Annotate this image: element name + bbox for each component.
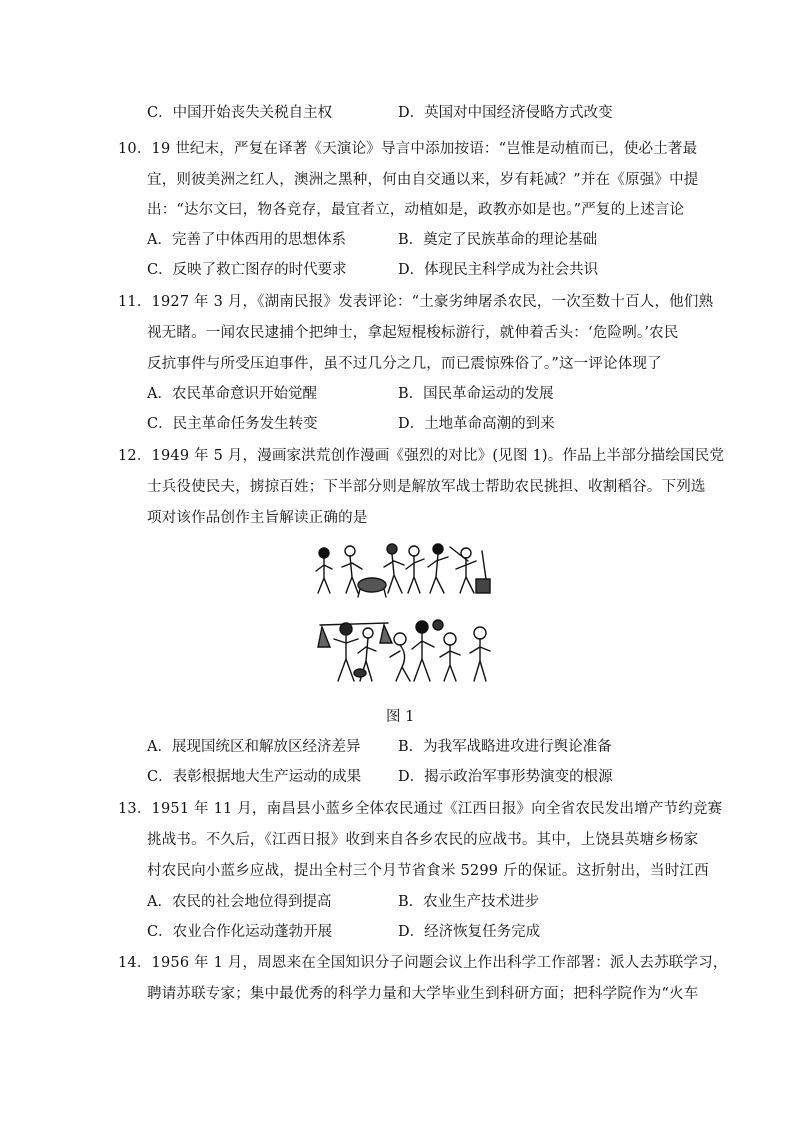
q14-stem-line: 14．1956 年 1 月，周恩来在全国知识分子问题会议上作出科学工作部署：派人去苏联学习， bbox=[118, 955, 728, 971]
q9-option-c: C．中国开始丧失关税自主权 bbox=[147, 105, 333, 121]
q10-option-b: B．奠定了民族革命的理论基础 bbox=[398, 232, 598, 248]
q9-option-d: D．英国对中国经济侵略方式改变 bbox=[398, 105, 613, 121]
q11-stem-line: 视无睹。一闻农民逮捕个把绅士，拿起短棍梭标游行，就伸着舌头：‘危险咧。’农民 bbox=[147, 325, 679, 341]
q13-option-c: C．农业合作化运动蓬勃开展 bbox=[147, 924, 333, 940]
q12-option-a: A．展现国统区和解放区经济差异 bbox=[147, 739, 361, 755]
q12-stem-line: 项对该作品创作主旨解读正确的是 bbox=[147, 510, 368, 526]
q11-option-b: B．国民革命运动的发展 bbox=[398, 386, 554, 402]
figure-caption: 图 1 bbox=[386, 709, 415, 725]
q13-stem-line: 村农民向小蓝乡应战，提出全村三个月节省食米 5299 斤的保证。这折射出，当时江西 bbox=[147, 863, 709, 879]
q13-option-b: B．农业生产技术进步 bbox=[398, 894, 540, 910]
q12-option-c: C．表彰根据地大生产运动的成果 bbox=[147, 769, 362, 785]
q10-stem-line: 宜，则彼美洲之红人，澳洲之黑种，何由自交通以来，岁有耗减？”并在《原强》中提 bbox=[147, 172, 699, 188]
lower-panel bbox=[318, 620, 490, 681]
q10-option-c: C．反映了救亡图存的时代要求 bbox=[147, 262, 347, 278]
q10-stem-line: 10．19 世纪末，严复在译著《天演论》导言中添加按语：“岂惟是动植而已，使必土著最 bbox=[118, 141, 698, 157]
q10-option-a: A．完善了中体西用的思想体系 bbox=[147, 232, 346, 248]
q10-stem-line: 出：“达尔文曰，物各竞存，最宜者立，动植如是，政教亦如是也。”严复的上述言论 bbox=[147, 202, 685, 218]
q13-stem-line: 挑战书。不久后，《江西日报》收到来自各乡农民的应战书。其中，上饶县英塘乡杨家 bbox=[147, 832, 699, 848]
q13-option-d: D．经济恢复任务完成 bbox=[398, 924, 541, 940]
cartoon-figure bbox=[310, 543, 500, 698]
q10-option-d: D．体现民主科学成为社会共识 bbox=[398, 262, 599, 278]
q11-option-c: C．民主革命任务发生转变 bbox=[147, 416, 318, 432]
q13-option-a: A．农民的社会地位得到提高 bbox=[147, 894, 332, 910]
q12-stem-line: 12．1949 年 5 月，漫画家洪荒创作漫画《强烈的对比》(见图 1)。作品上半部分描绘国民党 bbox=[118, 448, 725, 464]
q11-stem-line: 11．1927 年 3 月，《湖南民报》发表评论：“土豪劣绅屠杀农民，一次至数十百人，他们熟 bbox=[118, 294, 714, 310]
q14-stem-line: 聘请苏联专家；集中最优秀的科学力量和大学毕业生到科研方面；把科学院作为“火车 bbox=[147, 986, 699, 1002]
upper-panel bbox=[316, 544, 490, 597]
q11-option-d: D．土地革命高潮的到来 bbox=[398, 416, 555, 432]
q12-stem-line: 士兵役使民夫，掳掠百姓；下半部分则是解放军战士帮助农民挑担、收割稻谷。下列选 bbox=[147, 479, 706, 495]
q12-option-b: B．为我军战略进攻进行舆论准备 bbox=[398, 739, 612, 755]
q13-stem-line: 13．1951 年 11 月，南昌县小蓝乡全体农民通过《江西日报》向全省农民发出增产节约竞赛 bbox=[118, 801, 723, 817]
q11-stem-line: 反抗事件与所受压迫事件，虽不过几分之几，而已震惊殊俗了。”这一评论体现了 bbox=[147, 356, 662, 372]
q12-option-d: D．揭示政治军事形势演变的根源 bbox=[398, 769, 613, 785]
q11-option-a: A．农民革命意识开始觉醒 bbox=[147, 386, 317, 402]
